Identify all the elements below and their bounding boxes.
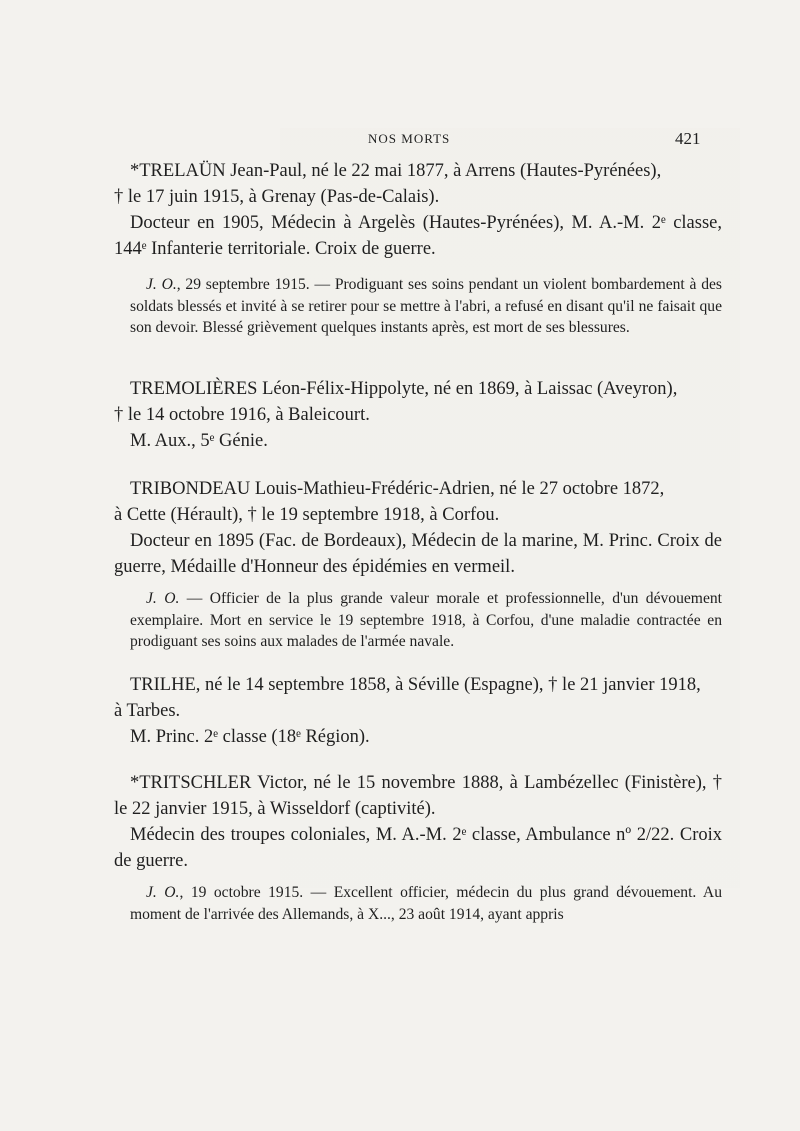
entry-tritschler	[114, 770, 722, 925]
entry-death: † le 14 octobre 1916, à Baleicourt.	[114, 405, 370, 425]
citation-source: J. O.	[146, 884, 180, 901]
entry-heading: TREMOLIÈRES Léon-Félix-Hippolyte, né en 1869, à Laissac (Aveyron),	[130, 379, 678, 399]
entry-trilhe	[114, 672, 722, 750]
citation-text: , 19 octobre 1915. — Excellent officier, médecin du plus grand dévouement. Au moment de l'arrivée des Allemands, à X..., 23 août 1914, ayant appris	[130, 884, 722, 923]
entry-service: M. Aux., 5ᵉ Génie.	[130, 431, 268, 451]
entry-heading: *TRITSCHLER Victor, né le 15 novembre 1888, à Lambézellec (Finistère), † le 22 janvier 1915, à Wisseldorf (captivité).	[114, 773, 722, 819]
entry-death: † le 17 juin 1915, à Grenay (Pas-de-Calais).	[114, 187, 440, 207]
entry-service: M. Princ. 2ᵉ classe (18ᵉ Région).	[130, 727, 370, 747]
journal-officiel-citation	[114, 588, 722, 653]
citation-source: J. O.	[146, 276, 177, 293]
citation-text: — Officier de la plus grande valeur morale et professionnelle, d'un dévouement exemplaire. Mort en service le 19 septembre 1918, à Corfou, d'une maladie contractée en prodiguant ses soins aux malades de l'armée navale.	[130, 590, 722, 650]
entry-heading: TRILHE, né le 14 septembre 1858, à Séville (Espagne), † le 21 janvier 1918,	[130, 675, 701, 695]
journal-officiel-citation	[114, 882, 722, 925]
entry-service: Docteur en 1905, Médecin à Argelès (Hautes-Pyrénées), M. A.-M. 2ᵉ classe, 144ᵉ Infanterie territoriale. Croix de guerre.	[114, 213, 722, 259]
entry-service: Médecin des troupes coloniales, M. A.-M. 2ᵉ classe, Ambulance nº 2/22. Croix de guerre.	[114, 825, 722, 871]
entry-death: à Cette (Hérault), † le 19 septembre 1918, à Corfou.	[114, 505, 500, 525]
entry-death: à Tarbes.	[114, 701, 181, 721]
journal-officiel-citation	[114, 274, 722, 339]
citation-source: J. O.	[146, 590, 180, 607]
entry-tribondeau	[114, 476, 722, 653]
entry-service: Docteur en 1895 (Fac. de Bordeaux), Médecin de la marine, M. Princ. Croix de guerre, Médaille d'Honneur des épidémies en vermeil.	[114, 531, 722, 577]
entry-tremolieres	[114, 376, 722, 454]
citation-text: , 29 septembre 1915. — Prodiguant ses soins pendant un violent bombardement à des soldats blessés et invité à se retirer pour se mettre à l'abri, a refusé en disant qu'il ne faisait que son devoir. Blessé grièvement quelques instants après, est mort de ses blessures.	[130, 276, 722, 336]
entry-heading: TRIBONDEAU Louis-Mathieu-Frédéric-Adrien, né le 27 octobre 1872,	[130, 479, 665, 499]
running-header-title: NOS MORTS	[368, 131, 451, 146]
page-number: 421	[675, 129, 701, 148]
entry-heading: *TRELAÜN Jean-Paul, né le 22 mai 1877, à Arrens (Hautes-Pyrénées),	[130, 161, 662, 181]
entry-trelaun	[114, 158, 722, 339]
